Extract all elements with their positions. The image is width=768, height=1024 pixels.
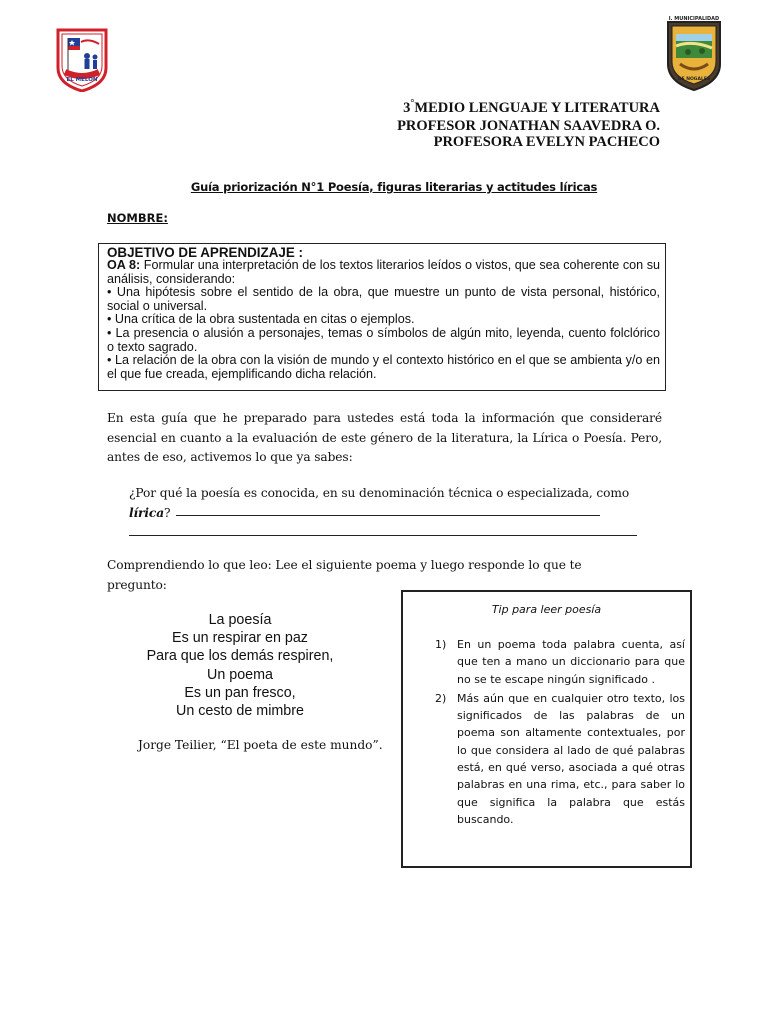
poem-line: Un poema — [207, 666, 273, 683]
tip-item: 1) En un poema toda palabra cuenta, así que ten a mano un diccionario para que no se te escape ningún significado . — [435, 638, 685, 686]
guide-title: Guía priorización N°1 Poesía, figuras literarias y actitudes líricas — [190, 180, 598, 194]
answer-line[interactable] — [129, 535, 637, 536]
teacher-name-1: PROFESOR JONATHAN SAAVEDRA O. — [397, 118, 660, 134]
objective-bullet: • La relación de la obra con la visión de mundo y el contexto histórico en el que se ambienta y/o en el que fue creada, ejemplificando dicha relación. — [107, 353, 660, 381]
answer-line[interactable] — [176, 515, 600, 516]
tip-item: 2) Más aún que en cualquier otro texto, los significados de las palabras de un poema son altamente contextuales, por lo que considera al lado de qué palabras está, en qué verso, asociada a qué otras palabras en una rima, etc., para saber lo que significa la palabra que estás buscando. — [435, 691, 685, 826]
intro-paragraph: En esta guía que he preparado para ustedes está toda la información que consideraré esencial en cuanto a la evaluación de este género de la literatura, la Lírica o Poesía. Pero, antes de eso, activemos lo que ya sabes: — [107, 411, 662, 465]
name-label: NOMBRE: — [107, 211, 168, 225]
tip-title: Tip para leer poesía — [491, 603, 602, 616]
course-title: 3°MEDIO LENGUAJE Y LITERATURA — [403, 98, 660, 116]
svg-text:DE NOGALES: DE NOGALES — [677, 77, 711, 82]
poem-line: Para que los demás respiren, — [146, 648, 334, 665]
svg-text:EL MELON: EL MELON — [66, 77, 98, 83]
objective-oa8: OA 8: Formular una interpretación de los textos literarios leídos o vistos, que sea coherente con su análisis, considerando: — [107, 258, 661, 286]
objective-bullet: • Una hipótesis sobre el sentido de la obra, que muestre un punto de vista personal, histórico, social o universal. — [107, 285, 660, 313]
poem-line: Es un respirar en paz — [172, 630, 308, 647]
poem-attribution: Jorge Teilier, “El poeta de este mundo”. — [138, 738, 383, 752]
school-crest-logo — [55, 28, 109, 92]
objective-bullet: • Una crítica de la obra sustentada en citas o ejemplos. — [107, 312, 415, 327]
reading-instruction: Comprendiendo lo que leo: Lee el siguiente poema y luego responde lo que te pregunto: — [107, 558, 582, 592]
poem-line: Un cesto de mimbre — [176, 703, 304, 720]
objective-title: OBJETIVO DE APRENDIZAJE : — [107, 245, 303, 260]
poem-line: La poesía — [208, 612, 272, 628]
objective-bullet: • La presencia o alusión a personajes, temas o símbolos de algún mito, leyenda, cuento folclórico o texto sagrado. — [107, 325, 660, 354]
svg-text:I. MUNICIPALIDAD: I. MUNICIPALIDAD — [668, 16, 720, 22]
poem-line: Es un pan fresco, — [184, 684, 296, 701]
question-text: ¿Por qué la poesía es conocida, en su denominación técnica o especializada, como lírica? — [129, 486, 630, 520]
tip-list — [403, 636, 685, 828]
teacher-name-2: PROFESORA EVELYN PACHECO — [433, 134, 660, 150]
reading-tip-box — [401, 590, 692, 868]
learning-objective-box — [98, 243, 666, 391]
municipal-crest-logo — [662, 12, 726, 92]
poem — [120, 611, 360, 720]
